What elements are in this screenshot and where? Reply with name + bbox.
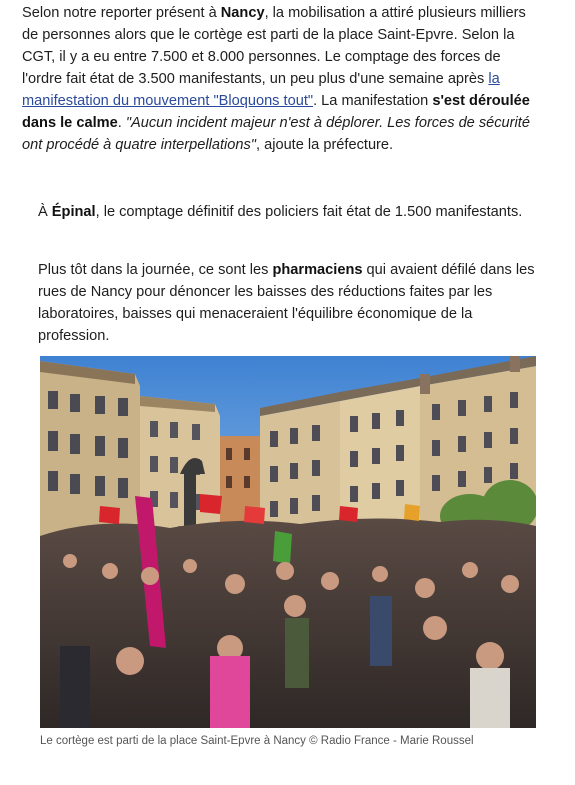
photo-caption: Le cortège est parti de la place Saint-Epvre à Nancy © Radio France - Marie Roussel (40, 735, 474, 747)
paragraph-pharmaciens (38, 259, 543, 347)
p1-text-2: , la mobilisation a attiré plusieurs milliers de personnes alors que le cortège est parti de la place Saint-Epvre. Selon la CGT, il y a eu entre 7.500 et 8.000 personnes. Le comptage des forces de l'ordre fait état de 3.500 manifestants, un peu plus d'une semaine après (22, 5, 526, 87)
protest-photo[interactable] (40, 356, 536, 728)
p1-text-4: . (117, 115, 126, 131)
p1-text-3: . La manifestation (313, 93, 433, 109)
paragraph-epinal (38, 201, 548, 223)
p1-bold-calme: s'est déroulée dans le calme (22, 93, 530, 131)
p2-text-1: À (38, 204, 52, 220)
p3-bold-pharmaciens: pharmaciens (272, 262, 363, 278)
p2-text-2: , le comptage définitif des policiers fait état de 1.500 manifestants. (95, 204, 523, 220)
p1-text-5: , ajoute la préfecture. (255, 137, 394, 153)
bloquons-tout-link[interactable]: la manifestation du mouvement "Bloquons tout" (22, 71, 500, 109)
paragraph-nancy (22, 2, 542, 156)
p2-bold-epinal: Épinal (51, 204, 96, 220)
p3-text-1: Plus tôt dans la journée, ce sont les (38, 262, 273, 278)
p3-text-2: qui avaient défilé dans les rues de Nancy pour dénoncer les baisses des réductions faites par les laboratoires, baisses qui menaceraient l'équilibre économique de la profession. (38, 262, 535, 344)
p1-bold-nancy: Nancy (220, 5, 265, 21)
prefecture-quote: "Aucun incident majeur n'est à déplorer. Les forces de sécurité ont procédé à quatre interpellations" (22, 115, 530, 153)
p1-text-1: Selon notre reporter présent à (22, 5, 221, 21)
